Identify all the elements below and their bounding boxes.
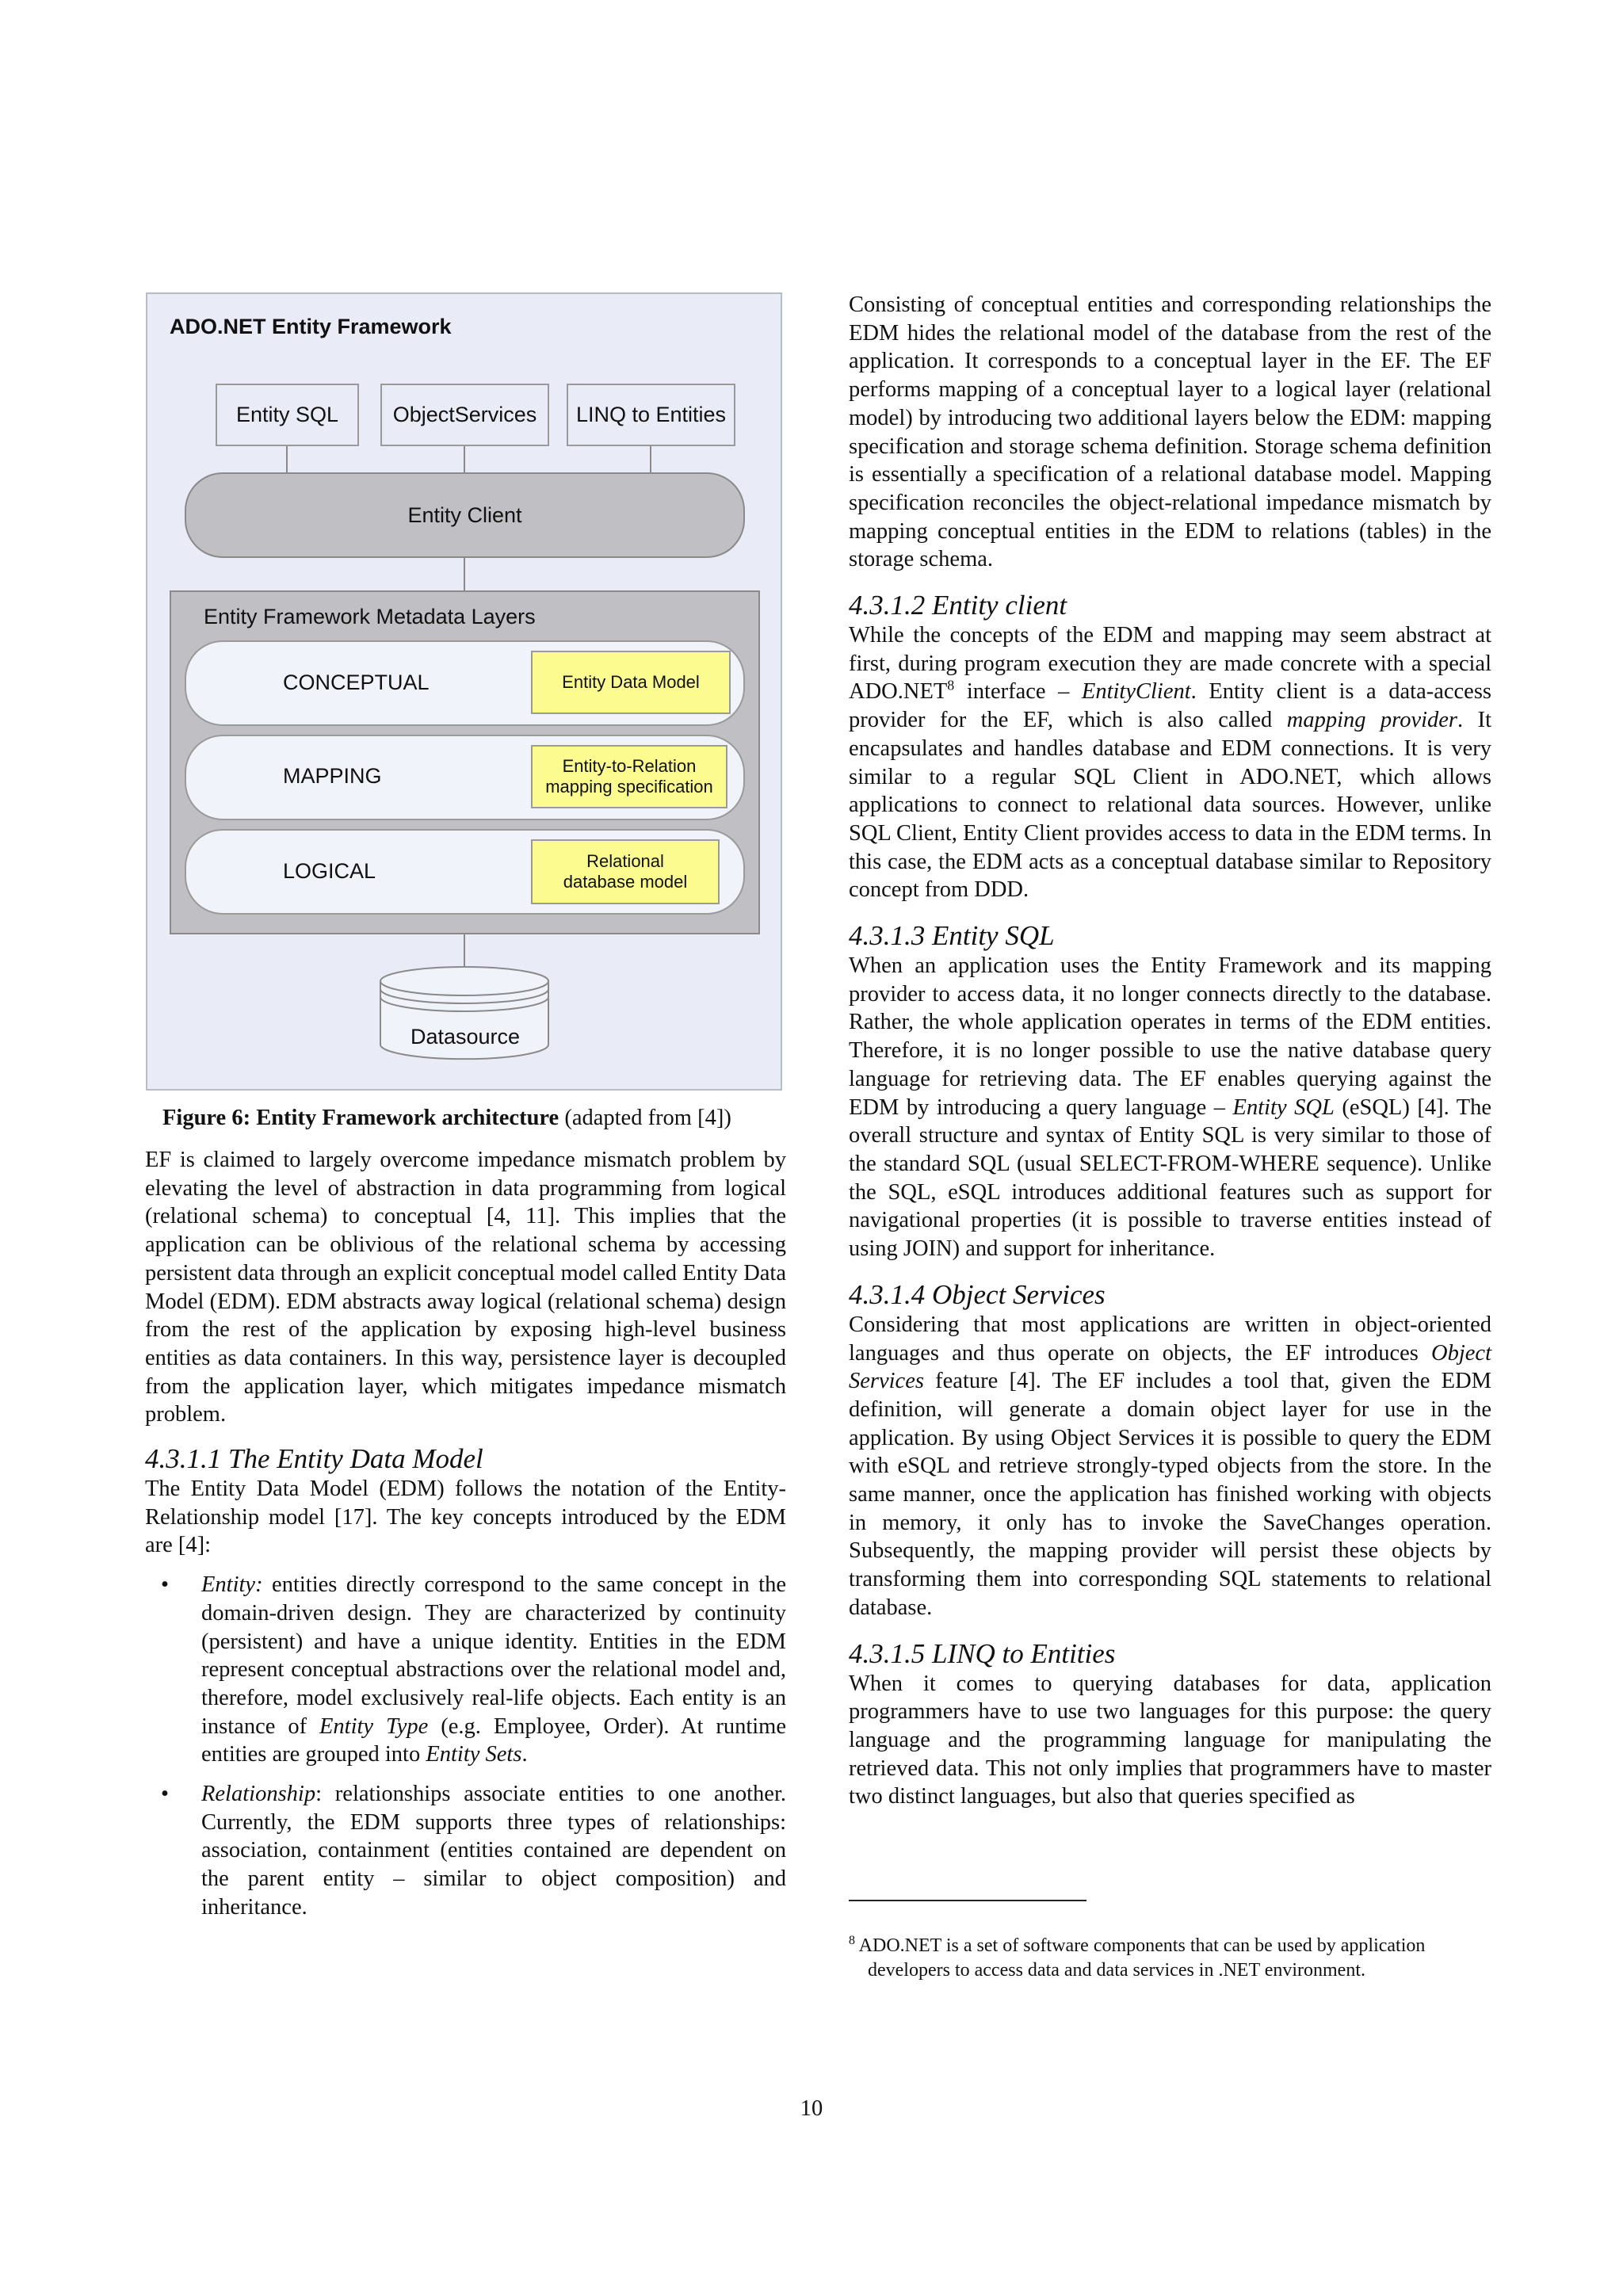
text: : relationships associate entities to one another. Currently, the EDM supports three types of relationships: association, containment (entities contained are dependent on the parent entity – similar to object composition) and inheritance. — [201, 1782, 786, 1920]
figure-title: ADO.NET Entity Framework — [170, 315, 452, 338]
caption-source: (adapted from [4]) — [559, 1106, 731, 1130]
layer-label: CONCEPTUAL — [283, 670, 430, 694]
text: interface – — [954, 679, 1082, 705]
entity-sql-box: Entity SQL — [216, 384, 359, 446]
connector-line — [464, 934, 465, 968]
term: Relationship — [201, 1782, 316, 1807]
list-item — [145, 1571, 786, 1769]
text: When an application uses the Entity Framework and its mapping provider to access data, it no longer connects directly to the database. Rather, the whole application operates in terms of the EDM entities. Therefore, it is no longer possible to use the native database query language for retrieving data. The EF enables querying against the EDM by introducing a query language – — [849, 953, 1491, 1120]
footnote-text: ADO.NET is a set of software components that can be used by application developers to access data and data services in .NET environment. — [855, 1935, 1426, 1981]
bullet: • — [161, 1572, 169, 1598]
datasource-label: Datasource — [410, 1025, 521, 1049]
text: entities directly correspond to the same concept in the domain-driven design. They are characterized by continuity (persistent) and have a unique identity. Entities in the EDM represent conceptual abstractions over the relational model and, therefore, model exclusively real-life objects. Each entity is an instance of — [201, 1572, 786, 1739]
footnote-number: 8 — [849, 1934, 855, 1947]
text: (eSQL) [4]. The overall structure and syntax of Entity SQL is very similar to those of the standard SQL (usual SELECT-FROM-WHERE sequence). Unlike the SQL, eSQL introduces additional features such as support for navigational properties (it is possible to traverse entities instead of using JOIN) and support for inheritance. — [849, 1095, 1492, 1262]
layer-label: MAPPING — [283, 764, 382, 788]
list-item — [145, 1780, 786, 1922]
section-heading: 4.3.1.5 LINQ to Entities — [849, 1637, 1116, 1669]
term: Object Services — [849, 1340, 1491, 1394]
left-column — [145, 1146, 786, 1922]
term: Entity Type — [319, 1713, 429, 1739]
term: Entity SQL — [1232, 1095, 1335, 1120]
linq-to-entities-box: LINQ to Entities — [567, 384, 735, 446]
layer-model-box: Entity Data Model — [531, 651, 731, 714]
footnote-ref[interactable]: 8 — [947, 677, 955, 693]
entity-client-box: Entity Client — [185, 472, 745, 558]
term: Entity Sets — [426, 1742, 522, 1767]
text: feature [4]. The EF includes a tool that, given the EDM definition, will generate a domain object layer for use in the application. By using Object Services it is possible to query the EDM with eSQL and retrieve strongly-typed objects from the store. In the same manner, once the application has finished working with objects in memory, it only has to invoke the SaveChanges operation. Subsequently, the mapping provider will persist these objects by transforming them into corresponding SQL statements to relational database. — [849, 1369, 1491, 1620]
text: (e.g. Employee, Order). At runtime entities are grouped into — [201, 1713, 786, 1767]
text: While the concepts of the EDM and mapping may seem abstract at first, during program execution they are made concrete with a special ADO.NET — [849, 623, 1491, 705]
text: . Entity client is a data-access provider for the EF, which is also called — [849, 679, 1491, 733]
right-column — [849, 291, 1491, 1811]
term: Entity: — [201, 1572, 263, 1598]
layer-model-box: Entity-to-Relation mapping specification — [531, 745, 727, 808]
text: . — [521, 1742, 528, 1767]
paragraph — [849, 621, 1491, 904]
section-heading: 4.3.1.4 Object Services — [849, 1278, 1106, 1310]
footnote-separator — [849, 1900, 1086, 1901]
text: Considering that most applications are written in object-oriented languages and thus operate on objects, the EF introduces — [849, 1312, 1491, 1366]
section-heading: 4.3.1.1 The Entity Data Model — [145, 1443, 483, 1475]
bullet-list — [145, 1571, 786, 1921]
paragraph: The Entity Data Model (EDM) follows the notation of the Entity-Relationship model [17]. The key concepts introduced by the EDM are [4]: — [145, 1477, 786, 1558]
caption-label: Figure 6: Entity Framework architecture — [162, 1106, 559, 1130]
connector-line — [464, 445, 465, 474]
section-heading: 4.3.1.2 Entity client — [849, 590, 1067, 621]
paragraph — [849, 952, 1491, 1263]
paragraph: Consisting of conceptual entities and corresponding relationships the EDM hides the relational model of the database from the rest of the application. It corresponds to a conceptual layer in the EF. The EF performs mapping of a conceptual layer to a logical layer (relational model) by introducing two additional layers below the EDM: mapping specification and storage schema definition. Storage schema definition is essentially a specification of a relational database model. Mapping specification reconciles the object-relational impedance mismatch by mapping conceptual entities in the EDM to relations (tables) in the storage schema. — [849, 292, 1491, 572]
term: EntityClient — [1081, 679, 1191, 705]
object-services-box: ObjectServices — [380, 384, 549, 446]
layer-label: LOGICAL — [283, 859, 376, 883]
paragraph — [849, 1311, 1491, 1622]
footnote — [849, 1928, 1454, 1983]
connector-line — [286, 445, 288, 474]
paragraph: EF is claimed to largely overcome impedance mismatch problem by elevating the level of abstraction in data programming from logical (relational schema) to conceptual [4, 11]. This implies that the application can be oblivious of the relational schema by accessing persistent data through an explicit conceptual model called Entity Data Model (EDM). EDM abstracts away logical (relational schema) design from the rest of the application by exposing high-level business entities as data containers. In this way, persistence layer is decoupled from the application layer, which mitigates impedance mismatch problem. — [145, 1148, 786, 1427]
bullet: • — [161, 1782, 169, 1807]
section-heading: 4.3.1.3 Entity SQL — [849, 920, 1055, 952]
paragraph: When it comes to querying databases for data, application programmers have to use two languages for this purpose: the query language and the programming language for manipulating the retrieved data. This not only implies that programmers have to master two distinct languages, but also that queries specified as — [849, 1671, 1491, 1809]
metadata-layers-label: Entity Framework Metadata Layers — [204, 605, 536, 628]
connector-line — [650, 445, 651, 474]
text: . It encapsulates and handles database and EDM connections. It is very similar to a regular SQL Client in ADO.NET, which allows applications to connect to relational data sources. However, unlike SQL Client, Entity Client provides access to data in the EDM terms. In this case, the EDM acts as a conceptual database similar to Repository concept from DDD. — [849, 708, 1491, 903]
term: mapping provider — [1286, 708, 1458, 733]
connector-line — [464, 557, 465, 592]
figure-caption — [162, 1106, 731, 1131]
layer-model-box: Relational database model — [531, 839, 720, 904]
page-number: 10 — [800, 2096, 823, 2121]
